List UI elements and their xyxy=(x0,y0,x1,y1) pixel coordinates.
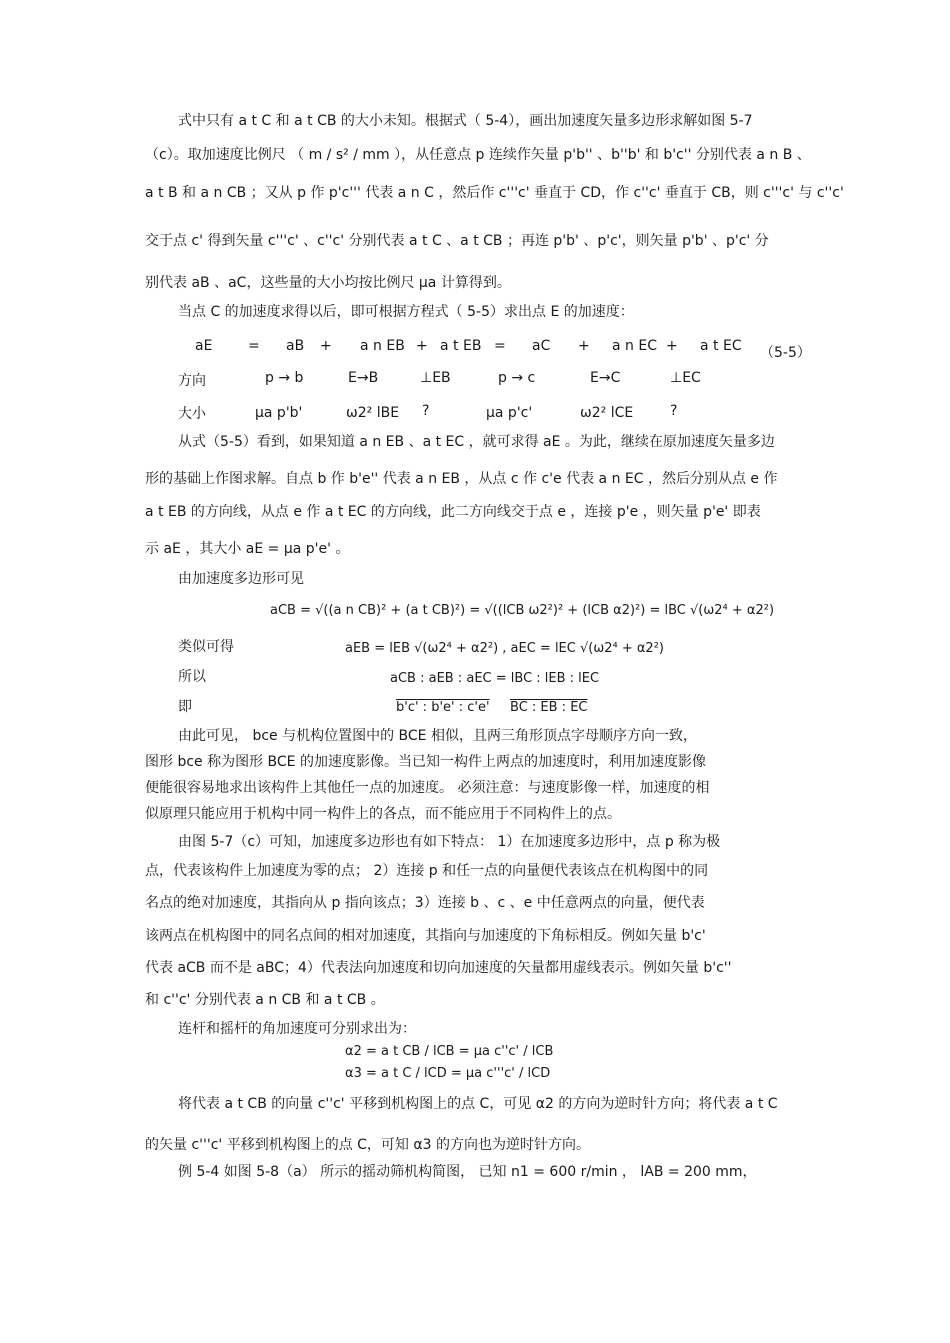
formula-ratio: aCB : aEB : aEC = lBC : lEB : lEC xyxy=(390,671,600,686)
equation-term: a t EC xyxy=(700,338,742,354)
magnitude-value: μa p'b' xyxy=(255,405,303,421)
paragraph-line: 类似可得 xyxy=(178,639,234,655)
direction-value: p → b xyxy=(265,370,304,386)
paragraph-line: 便能很容易地求出该构件上其他任一点的加速度。 必须注意：与速度影像一样，加速度的相 xyxy=(145,780,710,796)
formula-aeb-aec: aEB = lEB √(ω2⁴ + α2²) , aEC = lEC √(ω2⁴ + α2²) xyxy=(345,641,664,656)
equation-label: （5-5） xyxy=(760,345,811,361)
formula-acb: aCB = √((a n CB)² + (a t CB)²) = √((lCB ω2²)² + (lCB α2)²) = lBC √(ω2⁴ + α2²) xyxy=(270,603,775,618)
formula-alpha3: α3 = a t C / lCD = μa c'''c' / lCD xyxy=(345,1066,551,1081)
magnitude-value: ω2² lCE xyxy=(580,405,634,421)
equation-term: aC xyxy=(532,338,551,354)
direction-value: p → c xyxy=(498,370,536,386)
paragraph-line: 将代表 a t CB 的向量 c''c' 平移到机构图上的点 C，可见 α2 的方向为逆时针方向；将代表 a t C xyxy=(178,1096,778,1112)
paragraph-line: 例 5-4 如图 5-8（a） 所示的摇动筛机构简图， 已知 n1 = 600 r/min ， lAB = 200 mm， xyxy=(178,1164,757,1180)
magnitude-value: μa p'c' xyxy=(486,405,533,421)
paragraph-line: 当点 C 的加速度求得以后，即可根据方程式（ 5-5）求出点 E 的加速度： xyxy=(178,304,634,320)
paragraph-line: 代表 aCB 而不是 aBC；4）代表法向加速度和切向加速度的矢量都用虚线表示。例如矢量 b'c'' xyxy=(145,960,732,976)
paragraph-line: 即 xyxy=(178,699,192,715)
equation-term: + xyxy=(416,338,428,354)
direction-value: ⊥EB xyxy=(420,370,451,386)
direction-value: E→C xyxy=(590,370,621,386)
paragraph-line: 由图 5-7（c）可知，加速度多边形也有如下特点： 1）在加速度多边形中，点 p 称为极 xyxy=(178,834,721,850)
paragraph-line: a t B 和 a n CB ；又从 p 作 p'c''' 代表 a n C ，然后作 c'''c' 垂直于 CD，作 c''c' 垂直于 CB，则 c'''c' 与 c''c' xyxy=(145,185,844,201)
direction-label: 方向 xyxy=(178,373,206,389)
equation-term: + xyxy=(320,338,332,354)
paragraph-line: 的矢量 c'''c' 平移到机构图上的点 C，可知 α3 的方向也为逆时针方向。 xyxy=(145,1137,590,1153)
paragraph-line: 所以 xyxy=(178,669,206,685)
paragraph-line: 从式（5-5）看到，如果知道 a n EB 、a t EC ，就可求得 aE 。为此，继续在原加速度矢量多边 xyxy=(178,434,775,450)
paragraph-line: 交于点 c' 得到矢量 c'''c' 、c''c' 分别代表 a t C 、a t CB ；再连 p'b' 、p'c'，则矢量 p'b' 、p'c' 分 xyxy=(145,233,769,249)
direction-value: ⊥EC xyxy=(670,370,701,386)
equation-term: a n EC xyxy=(612,338,657,354)
formula-similar-left: b'c' : b'e' : c'e' xyxy=(396,700,490,715)
equation-term: a t EB xyxy=(440,338,482,354)
magnitude-value: ? xyxy=(422,403,430,419)
paragraph-line: 式中只有 a t C 和 a t CB 的大小未知。根据式（ 5-4），画出加速度矢量多边形求解如图 5-7 xyxy=(178,113,753,129)
paragraph-line: 示 aE ，其大小 aE = μa p'e' 。 xyxy=(145,541,350,557)
paragraph-line: （c）。取加速度比例尺 （ m / s² / mm ），从任意点 p 连续作矢量 p'b'' 、b''b' 和 b'c'' 分别代表 a n B 、 xyxy=(145,147,811,163)
paragraph-line: 似原理只能应用于机构中同一构件上的各点，而不能应用于不同构件上的点。 xyxy=(145,806,621,822)
equation-term: = xyxy=(248,338,260,354)
formula-similar-right: BC : EB : EC xyxy=(510,700,588,715)
paragraph-line: 点，代表该构件上加速度为零的点； 2）连接 p 和任一点的向量便代表该点在机构图中的同 xyxy=(145,863,709,879)
paragraph-line: 和 c''c' 分别代表 a n CB 和 a t CB 。 xyxy=(145,992,385,1008)
formula-alpha2: α2 = a t CB / lCB = μa c''c' / lCB xyxy=(345,1044,554,1059)
paragraph-line: 由加速度多边形可见 xyxy=(178,571,304,587)
magnitude-label: 大小 xyxy=(178,406,206,422)
equation-term: = xyxy=(494,338,506,354)
paragraph-line: 该两点在机构图中的同名点间的相对加速度，其指向与加速度的下角标相反。例如矢量 b'c' xyxy=(145,928,706,944)
equation-term: + xyxy=(578,338,590,354)
paragraph-line: 形的基础上作图求解。自点 b 作 b'e'' 代表 a n EB ，从点 c 作 c'e 代表 a n EC ，然后分别从点 e 作 xyxy=(145,471,778,487)
magnitude-value: ω2² lBE xyxy=(346,405,400,421)
paragraph-line: 别代表 aB 、aC，这些量的大小均按比例尺 μa 计算得到。 xyxy=(145,275,511,291)
paragraph-line: 连杆和摇杆的角加速度可分别求出为： xyxy=(178,1021,416,1037)
paragraph-line: a t EB 的方向线，从点 e 作 a t EC 的方向线，此二方向线交于点 e ，连接 p'e ，则矢量 p'e' 即表 xyxy=(145,504,761,520)
equation-term: aE xyxy=(195,338,213,354)
paragraph-line: 名点的绝对加速度，其指向从 p 指向该点；3）连接 b 、c 、e 中任意两点的向量，便代表 xyxy=(145,895,705,911)
equation-term: + xyxy=(666,338,678,354)
paragraph-line: 由此可见， bce 与机构位置图中的 BCE 相似，且两三角形顶点字母顺序方向一致， xyxy=(178,728,697,744)
magnitude-value: ? xyxy=(670,403,678,419)
direction-value: E→B xyxy=(348,370,379,386)
equation-term: a n EB xyxy=(360,338,405,354)
equation-term: aB xyxy=(286,338,305,354)
paragraph-line: 图形 bce 称为图形 BCE 的加速度影像。当已知一构件上两点的加速度时，利用加速度影像 xyxy=(145,754,706,770)
